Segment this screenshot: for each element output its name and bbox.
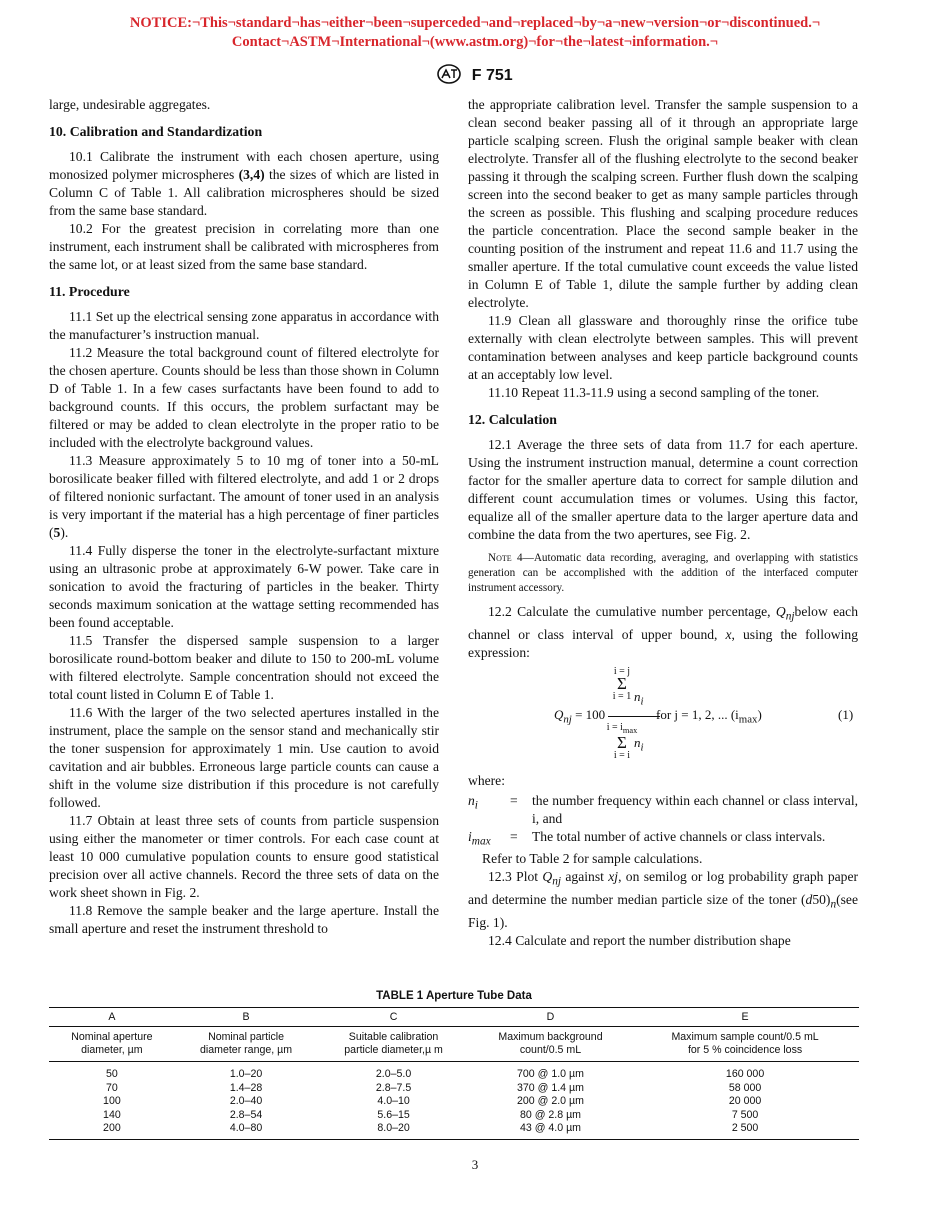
table-1 <box>49 990 859 1140</box>
table-row: 70 1.4–28 2.8–7.5 370 @ 1.4 µm 58 000 <box>105 1081 762 1094</box>
astm-logo-icon <box>437 64 461 84</box>
definitions <box>468 792 858 851</box>
reference: (3,4) <box>238 167 265 182</box>
definition-imax: $i_{max}$ = The total number of active channels or class intervals. <box>468 828 826 848</box>
column-letter: A <box>49 1008 175 1027</box>
equation-denominator: $n_i$ <box>634 734 644 754</box>
paragraph-11-9: 11.9 Clean all glassware and thoroughly rinse the orifice tube externally with clean electrolyte between samples. This will prevent contamination between analyses and keep particle background counts at an acceptably low level. <box>468 313 858 382</box>
equation-lhs: $Q_{nj} = 100$ <box>554 706 606 726</box>
table-caption: TABLE 1 Aperture Tube Data <box>376 990 532 1002</box>
equation-numerator: $n_i$ <box>634 688 644 708</box>
paragraph-11-8: 11.8 Remove the sample beaker and the large aperture. Install the small aperture and reset the instrument threshold to <box>49 903 439 936</box>
note-4: Note 4—Automatic data recording, averaging, and overlapping with statistics generation can be accomplished with the addition of the interfaced computer instrument accessory. <box>468 552 858 594</box>
summation-bottom: $i = i_{max}$ Σ i = i <box>606 721 638 761</box>
where-label: where: <box>468 772 505 788</box>
column-letter: C <box>317 1008 470 1027</box>
document-header <box>0 64 950 85</box>
notice-line-2: Contact¬ASTM¬International¬(www.astm.org)¬for¬the¬latest¬information.¬ <box>231 34 719 50</box>
definition-ni: $n_i$ = the number frequency within each channel or class interval, i, and <box>468 792 858 826</box>
paragraph-refer: Refer to Table 2 for sample calculations. <box>482 851 703 867</box>
column-header: Suitable calibration particle diameter,µ m <box>317 1027 470 1062</box>
table-row: 50 1.0–20 2.0–5.0 700 @ 1.0 µm 160 000 <box>105 1068 765 1080</box>
column-headers-row <box>49 1027 859 1062</box>
paragraph: large, undesirable aggregates. <box>49 97 211 112</box>
section-heading-11: 11. Procedure <box>49 284 130 299</box>
column-header: Nominal particle diameter range, µm <box>175 1027 318 1062</box>
page-number: 3 <box>471 1157 479 1172</box>
designation: F 751 <box>471 67 513 84</box>
column-letters-row <box>49 1008 859 1027</box>
paragraph-11-10: 11.10 Repeat 11.3-11.9 using a second sampling of the toner. <box>488 385 820 400</box>
table-row: 200 4.0–80 8.0–20 43 @ 4.0 µm 2 500 <box>49 1122 859 1139</box>
right-column <box>468 96 858 950</box>
notice-banner <box>0 14 950 52</box>
column-letter: B <box>175 1008 318 1027</box>
column-header: Nominal aperture diameter, µm <box>49 1027 175 1062</box>
section-heading-10: 10. Calibration and Standardization <box>49 124 263 139</box>
paragraph-11-5: 11.5 Transfer the dispersed sample suspension to a larger borosilicate round-bottom beaker and dilute to 150 to 200-mL volume with filtered electrolyte. Sample concentration should not exceed the total count listed in Column E of Table 1. <box>49 633 439 702</box>
paragraph-11-3: 11.3 Measure approximately 5 to 10 mg of toner into a 50-mL borosilicate beaker filled with filtered electrolyte, and add 1 or 2 drops of filtered nonionic surfactant. The amount of toner used in an analysis is very important if the material has a high percentage of finer particles (5). <box>49 453 439 540</box>
equation-number: (1) <box>838 706 854 722</box>
paragraph-11-6: 11.6 With the larger of the two selected apertures installed in the instrument, place the sample on the sensor stand and mechanically stir the toner suspension for approximately 1 min. Use caution to avoid cavitation and air bubbles. Erroneous large particle counts can cause a shift in the volume size distribution if this procedure is not carefully followed. <box>49 705 439 810</box>
paragraph-11-1: 11.1 Set up the electrical sensing zone apparatus in accordance with the manufacturer’s instruction manual. <box>49 309 439 342</box>
column-header: Maximum sample count/0.5 mL for 5 % coincidence loss <box>631 1027 859 1062</box>
aperture-table <box>49 1007 859 1140</box>
paragraph-12-4: 12.4 Calculate and report the number distribution shape <box>488 932 791 948</box>
table-row: 100 2.0–40 4.0–10 200 @ 2.0 µm 20 000 <box>103 1095 762 1107</box>
fraction-bar <box>608 716 660 717</box>
paragraph-11-4: 11.4 Fully disperse the toner in the electrolyte-surfactant mixture using an ultrasonic probe at approximately 6-W power. Take care in sonication to avoid the fracturing of particles in the beaker. Thirty seconds maximum sonication at the wattage setting recommended has been found acceptable. <box>49 543 439 630</box>
column-header: Maximum background count/0.5 mL <box>470 1027 631 1062</box>
summation-top: i = j Σ i = 1 <box>612 665 632 702</box>
paragraph-10-2: 10.2 For the greatest precision in correlating more than one instrument, each instrument shall be calibrated with microspheres from the same lot, or at least sized from the same base standard. <box>49 221 439 272</box>
paragraph-12-1: 12.1 Average the three sets of data from 11.7 for each aperture. Using the instrument instruction manual, determine a count correction factor for the smaller aperture data to correct for sample dilution and different count accumulation times or volumes. Using this factor, equalize all of the smaller aperture data to the larger aperture data and combine the data from the two apertures, see Fig. 2. <box>468 437 858 542</box>
paragraph-11-7: 11.7 Obtain at least three sets of counts from particle suspension using either the manometer or timer controls. For each case count at least 10 000 cumulative population counts to ensure good statistical precision over all active channels. Record the three sets of data on the work sheet shown in Fig. 2. <box>49 813 439 900</box>
notice-line-1: NOTICE:¬This¬standard¬has¬either¬been¬superceded¬and¬replaced¬by¬a¬new¬version¬or¬discontinued.¬ <box>129 15 821 31</box>
paragraph-10-1: 10.1 Calibrate the instrument with each chosen aperture, using monosized polymer microspheres (3,4) the sizes of which are listed in Column C of Table 1. All calibration microspheres should be sized from the same base standard. <box>49 149 440 218</box>
table-row: 140 2.8–54 5.6–15 80 @ 2.8 µm 7 500 <box>103 1108 759 1121</box>
left-column <box>49 96 439 938</box>
equation-condition: for j = 1, 2, ... $(i_{max})$ <box>656 706 762 726</box>
paragraph-12-3: 12.3 Plot $Q_{nj}$ against xj, on semilog or log probability graph paper and determine the number median particle size of the toner $(d50)_n(see$ Fig. 1). <box>468 869 859 930</box>
equation-1 <box>468 666 858 766</box>
section-heading-12: 12. Calculation <box>468 412 557 427</box>
paragraph-11-8-cont: the appropriate calibration level. Transfer the sample suspension to a clean second beaker passing all of it through an appropriate large particle scalping screen. Flush the original sample beaker with clean electrolyte. Transfer all of the flushing electrolyte to the second beaker passing it through the scalping screen. Further flush down the scalping screen into the second beaker to get as many sample particles through the screen as possible. This flushing and scalping procedure reduces the particle concentration. Place the second sample beaker in the counting position of the instrument and repeat 11.6 and 11.7 using the smaller aperture. If the total cumulative count exceeds the value listed in Column E of Table 1, dilute the sample further by adding clean electrolyte. <box>468 97 858 310</box>
column-letter: E <box>631 1008 859 1027</box>
reference: 5 <box>53 525 61 540</box>
column-letter: D <box>470 1008 631 1027</box>
paragraph-12-2: 12.2 Calculate the cumulative number percentage, $Q_{nj}below$ each channel or class interval of upper bound, x, using the following expression: <box>468 604 858 660</box>
paragraph-11-2: 11.2 Measure the total background count of filtered electrolyte for the chosen aperture. Counts should be less than those shown in Column D of Table 1. In a few cases surfactants have been found to add to background counts. If this occurs, the problem surfactant may be filtered or may be added to clean electrolyte in the proper ratio to be included with the electrolyte background values. <box>49 345 439 450</box>
